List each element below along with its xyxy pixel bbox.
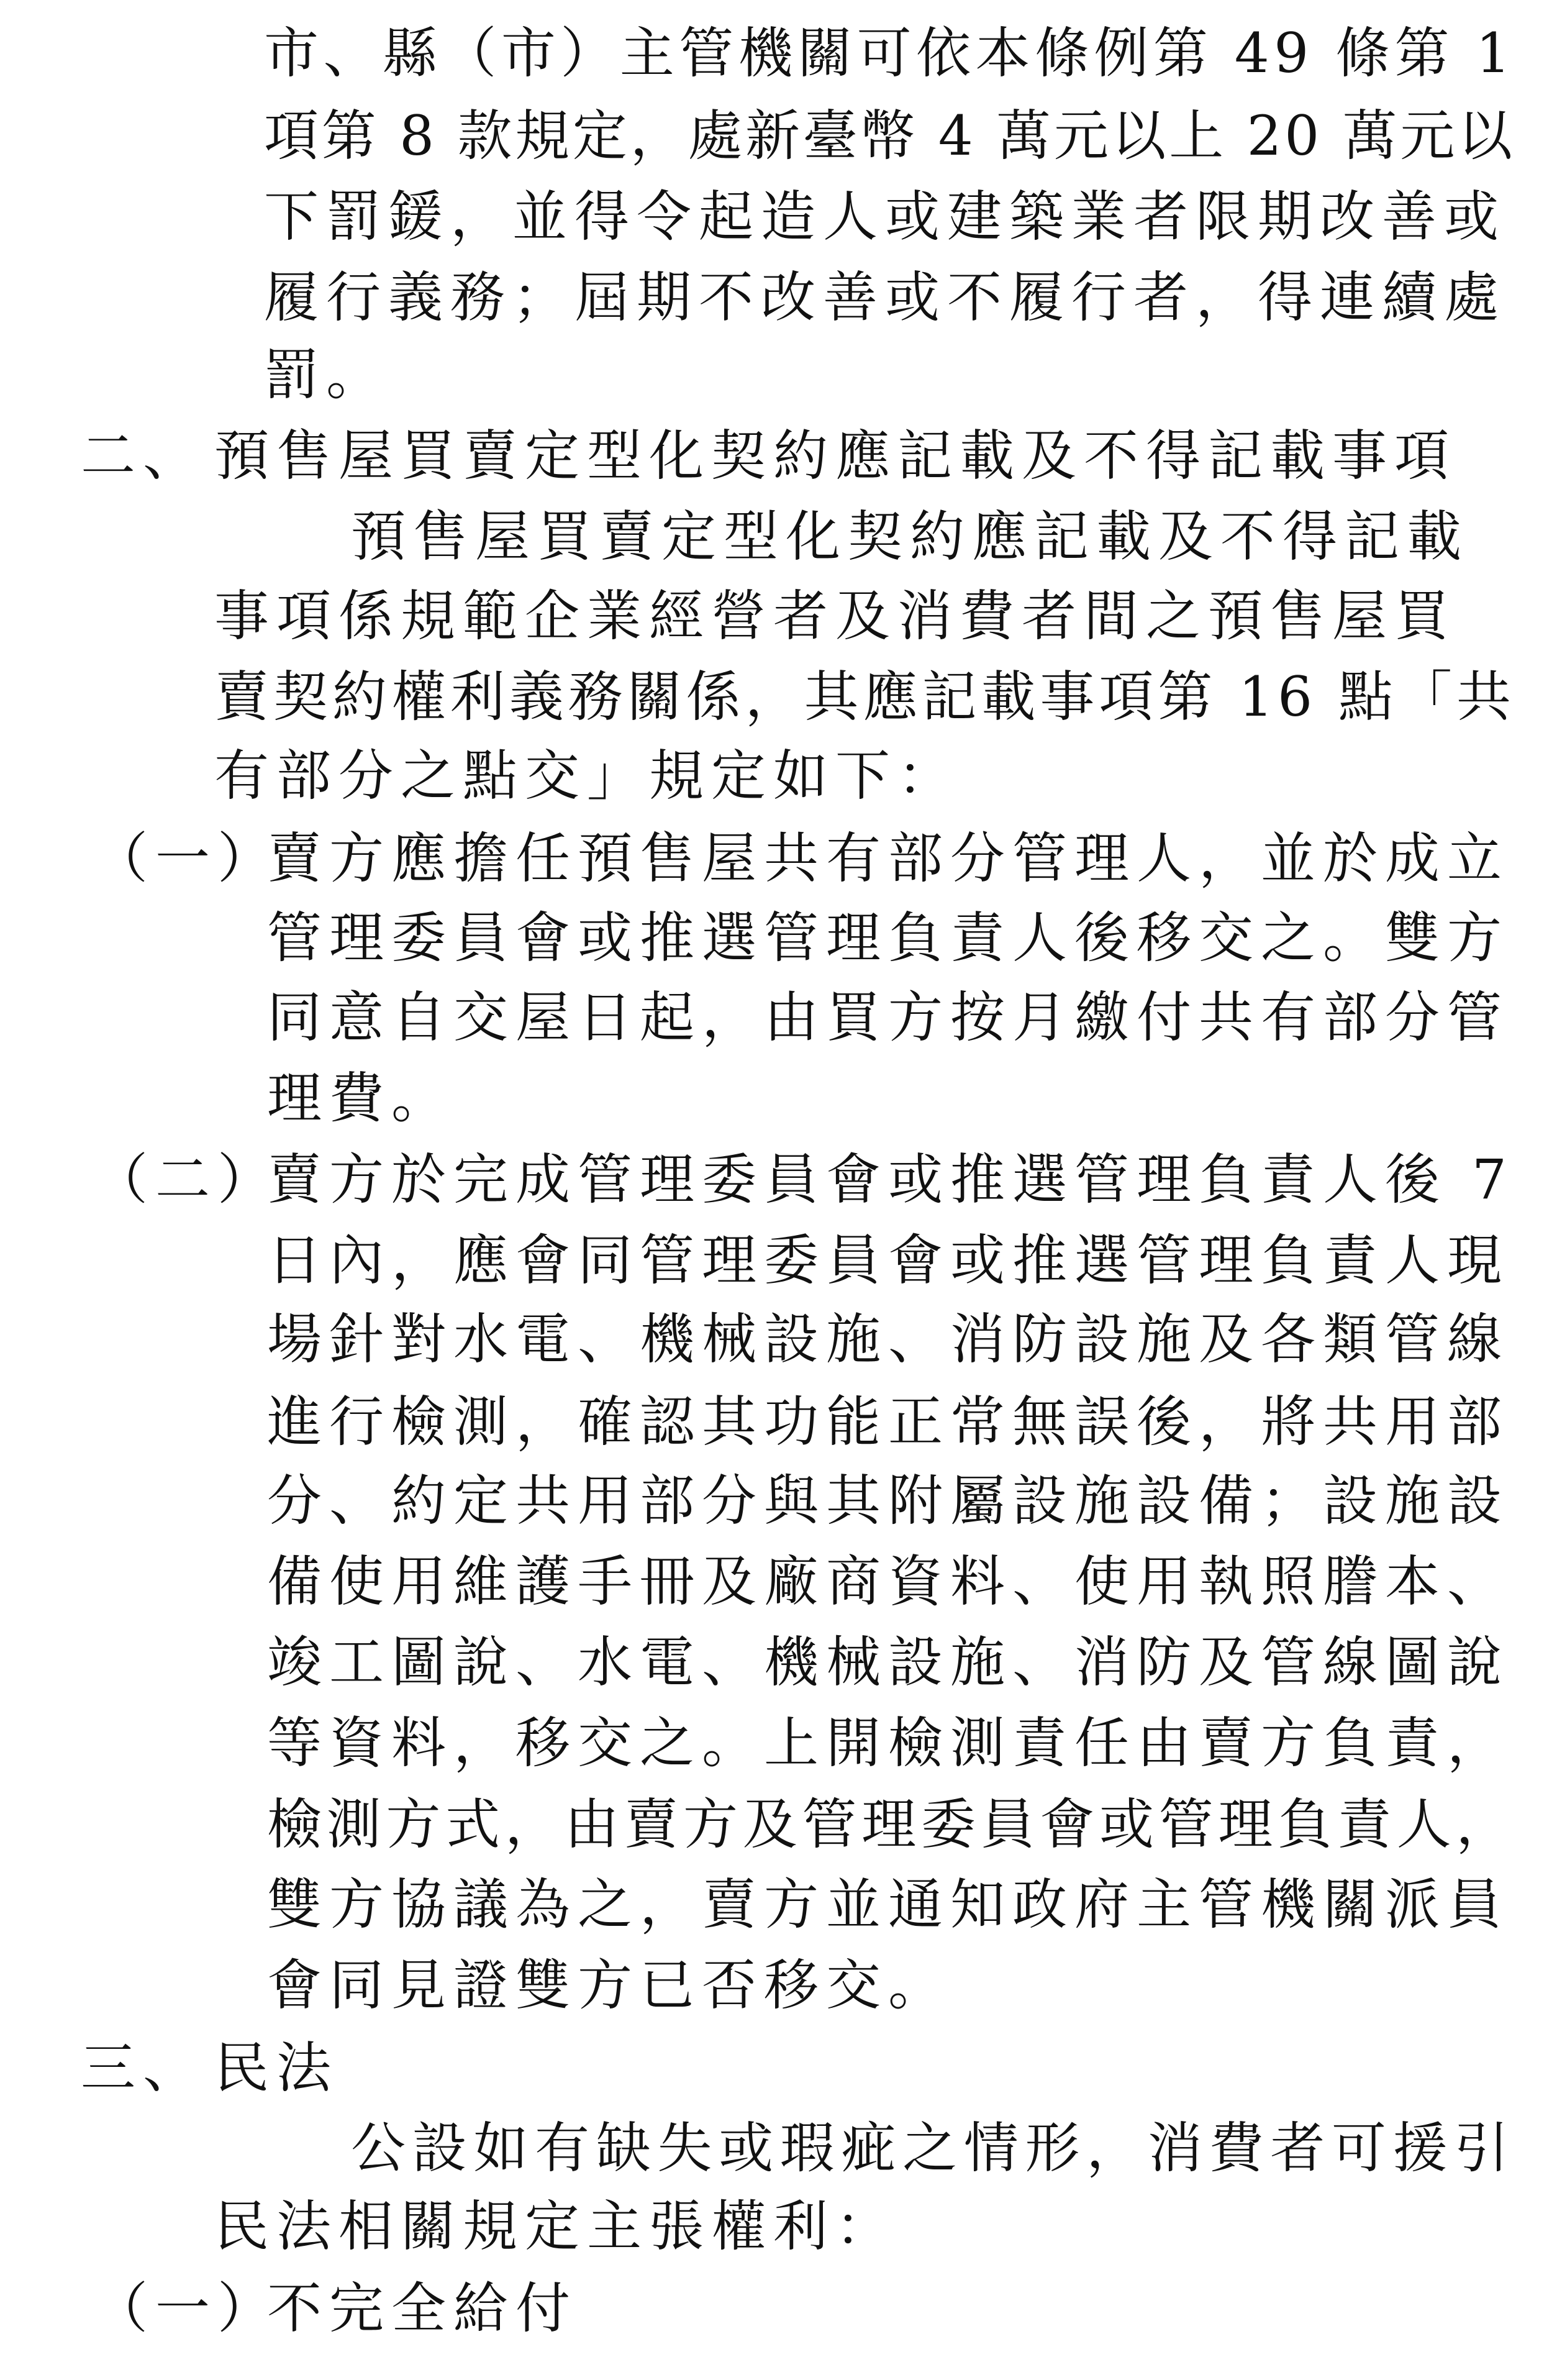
text-line: 預售屋買賣定型化契約應記載及不得記載 [351,504,1469,568]
text-line: 民法相關規定主張權利： [214,2194,898,2258]
text-line: 市、縣（市）主管機關可依本條例第 49 條第 1 [264,21,1515,85]
text-line: 等資料，移交之。上開檢測責任由賣方負責， [267,1711,1510,1775]
section-number: 二、 [81,424,206,488]
text-line: 罰。 [264,343,389,407]
item-number: （一） [93,826,280,890]
text-line: 分、約定共用部分與其附屬設施設備；設施設 [267,1469,1510,1533]
section-number: 三、 [81,2036,206,2100]
text-line: 賣方應擔任預售屋共有部分管理人，並於成立 [267,826,1510,890]
text-line: 履行義務；屆期不改善或不履行者，得連續處 [264,265,1507,329]
text-line: 賣方於完成管理委員會或推選管理負責人後 7 [267,1147,1514,1211]
text-line: 場針對水電、機械設施、消防設施及各類管線 [267,1307,1510,1371]
text-line: 有部分之點交」規定如下： [214,744,960,808]
text-line: 事項係規範企業經營者及消費者間之預售屋買 [214,584,1457,648]
section-heading: 預售屋買賣定型化契約應記載及不得記載事項 [214,424,1457,488]
text-line: 賣契約權利義務關係，其應記載事項第 16 點「共 [214,665,1515,729]
text-line: 理費。 [267,1066,454,1130]
text-line: 檢測方式，由賣方及管理委員會或管理負責人， [267,1792,1516,1856]
text-line: 下罰鍰，並得令起造人或建築業者限期改善或 [264,185,1507,248]
text-line: 備使用維護手冊及廠商資料、使用執照謄本、 [267,1549,1510,1613]
text-line: 日內，應會同管理委員會或推選管理負責人現 [267,1228,1510,1292]
text-line: 公設如有缺失或瑕疵之情形，消費者可援引 [351,2116,1516,2180]
text-line: 管理委員會或推選管理負責人後移交之。雙方 [267,906,1510,970]
section-heading: 民法 [214,2036,339,2100]
text-line: 竣工圖說、水電、機械設施、消防及管線圖說 [267,1630,1510,1694]
text-line: 會同見證雙方已否移交。 [267,1953,951,2017]
text-line: 不完全給付 [267,2276,578,2340]
text-line: 項第 8 款規定，處新臺幣 4 萬元以上 20 萬元以 [264,104,1515,168]
text-line: 同意自交屋日起，由買方按月繳付共有部分管 [267,985,1510,1049]
text-line: 進行檢測，確認其功能正常無誤後，將共用部 [267,1390,1510,1454]
text-line: 雙方協議為之，賣方並通知政府主管機關派員 [267,1872,1510,1936]
item-number: （一） [93,2276,280,2340]
item-number: （二） [93,1147,280,1211]
